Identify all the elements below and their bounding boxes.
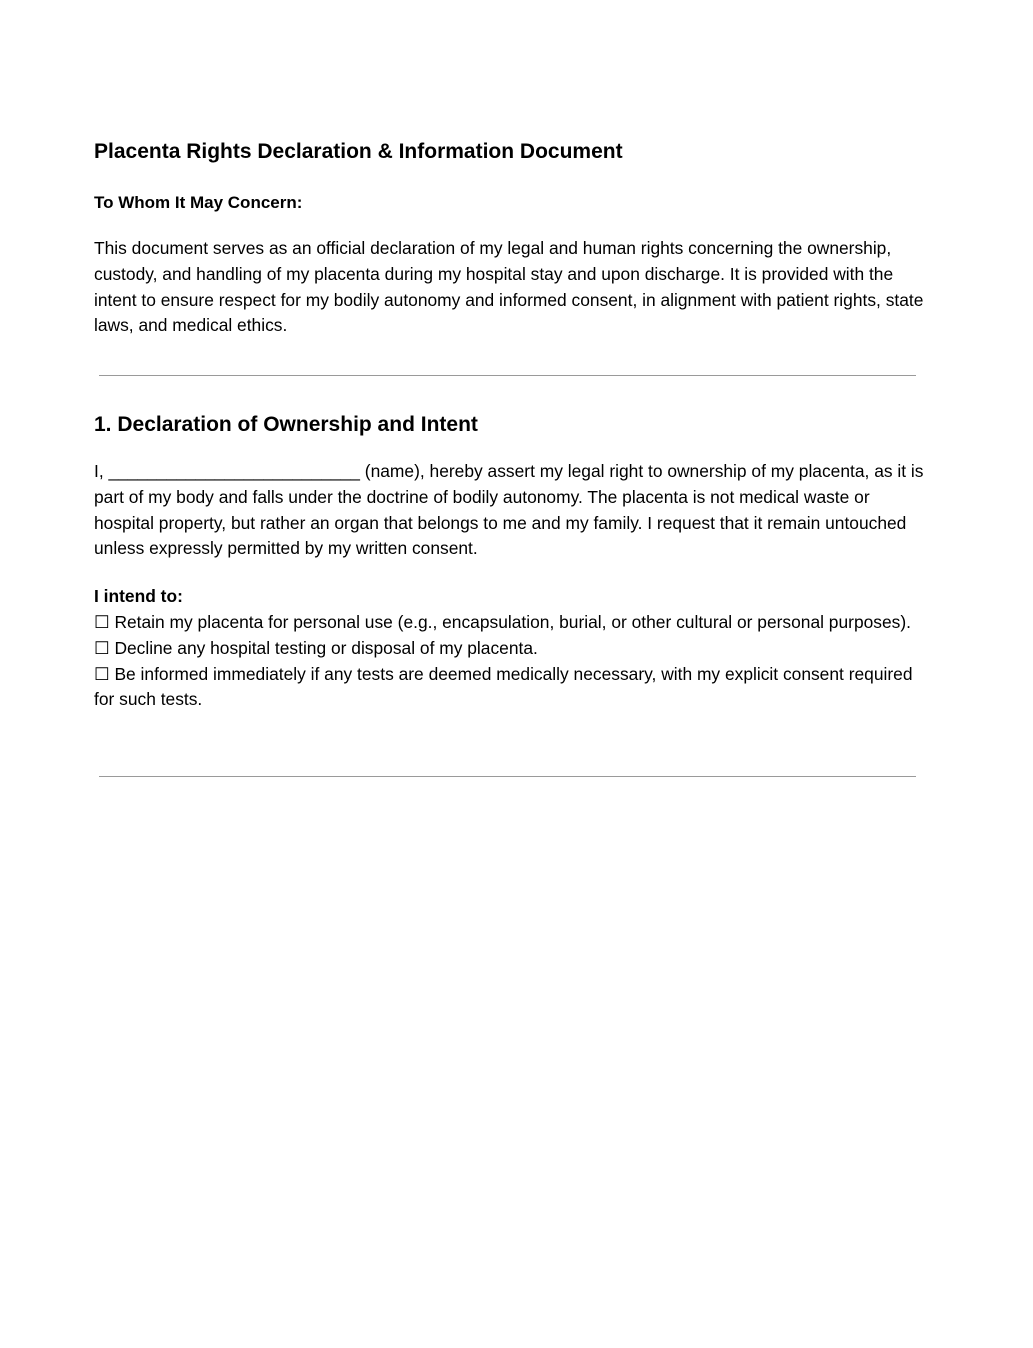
intent-option-retain bbox=[94, 610, 924, 636]
option-label: Decline any hospital testing or disposal of my placenta. bbox=[114, 637, 538, 658]
section-divider bbox=[99, 776, 916, 777]
section-divider bbox=[99, 375, 916, 376]
salutation: To Whom It May Concern: bbox=[94, 193, 303, 212]
option-label: Retain my placenta for personal use (e.g., encapsulation, burial, or other cultural or personal purposes). bbox=[114, 611, 911, 632]
option-label: Be informed immediately if any tests are deemed medically necessary, with my explicit consent required for such tests. bbox=[94, 663, 913, 710]
checkbox-icon[interactable]: ☐ bbox=[94, 663, 110, 684]
declaration-prefix: I, bbox=[94, 461, 109, 481]
intent-label: I intend to: bbox=[94, 586, 183, 607]
section-ownership bbox=[94, 411, 924, 713]
section-title: 1. Declaration of Ownership and Intent bbox=[94, 413, 478, 436]
document-title: Placenta Rights Declaration & Information Document bbox=[94, 140, 623, 163]
name-blank-field[interactable]: __________________________ bbox=[108, 461, 360, 481]
checkbox-icon[interactable]: ☐ bbox=[94, 637, 110, 658]
checkbox-icon[interactable]: ☐ bbox=[94, 611, 110, 632]
intent-option-inform bbox=[94, 662, 924, 714]
declaration-paragraph bbox=[94, 459, 924, 562]
document-header bbox=[94, 138, 924, 339]
intent-option-decline bbox=[94, 636, 924, 662]
intent-options-list bbox=[94, 610, 924, 713]
declaration-text: (name), hereby assert my legal right to ownership of my placenta, as it is part of my body and falls under the doctrine of bodily autonomy. The placenta is not medical waste or hospital property, but rather an organ that belongs to me and my family. I request that it remain untouched unless expressly permitted by my written consent. bbox=[94, 461, 924, 559]
intro-paragraph: This document serves as an official declaration of my legal and human rights concerning the ownership, custody, and handling of my placenta during my hospital stay and upon discharge. It is provided with the intent to ensure respect for my bodily autonomy and informed consent, in alignment with patient rights, state laws, and medical ethics. bbox=[94, 238, 924, 336]
